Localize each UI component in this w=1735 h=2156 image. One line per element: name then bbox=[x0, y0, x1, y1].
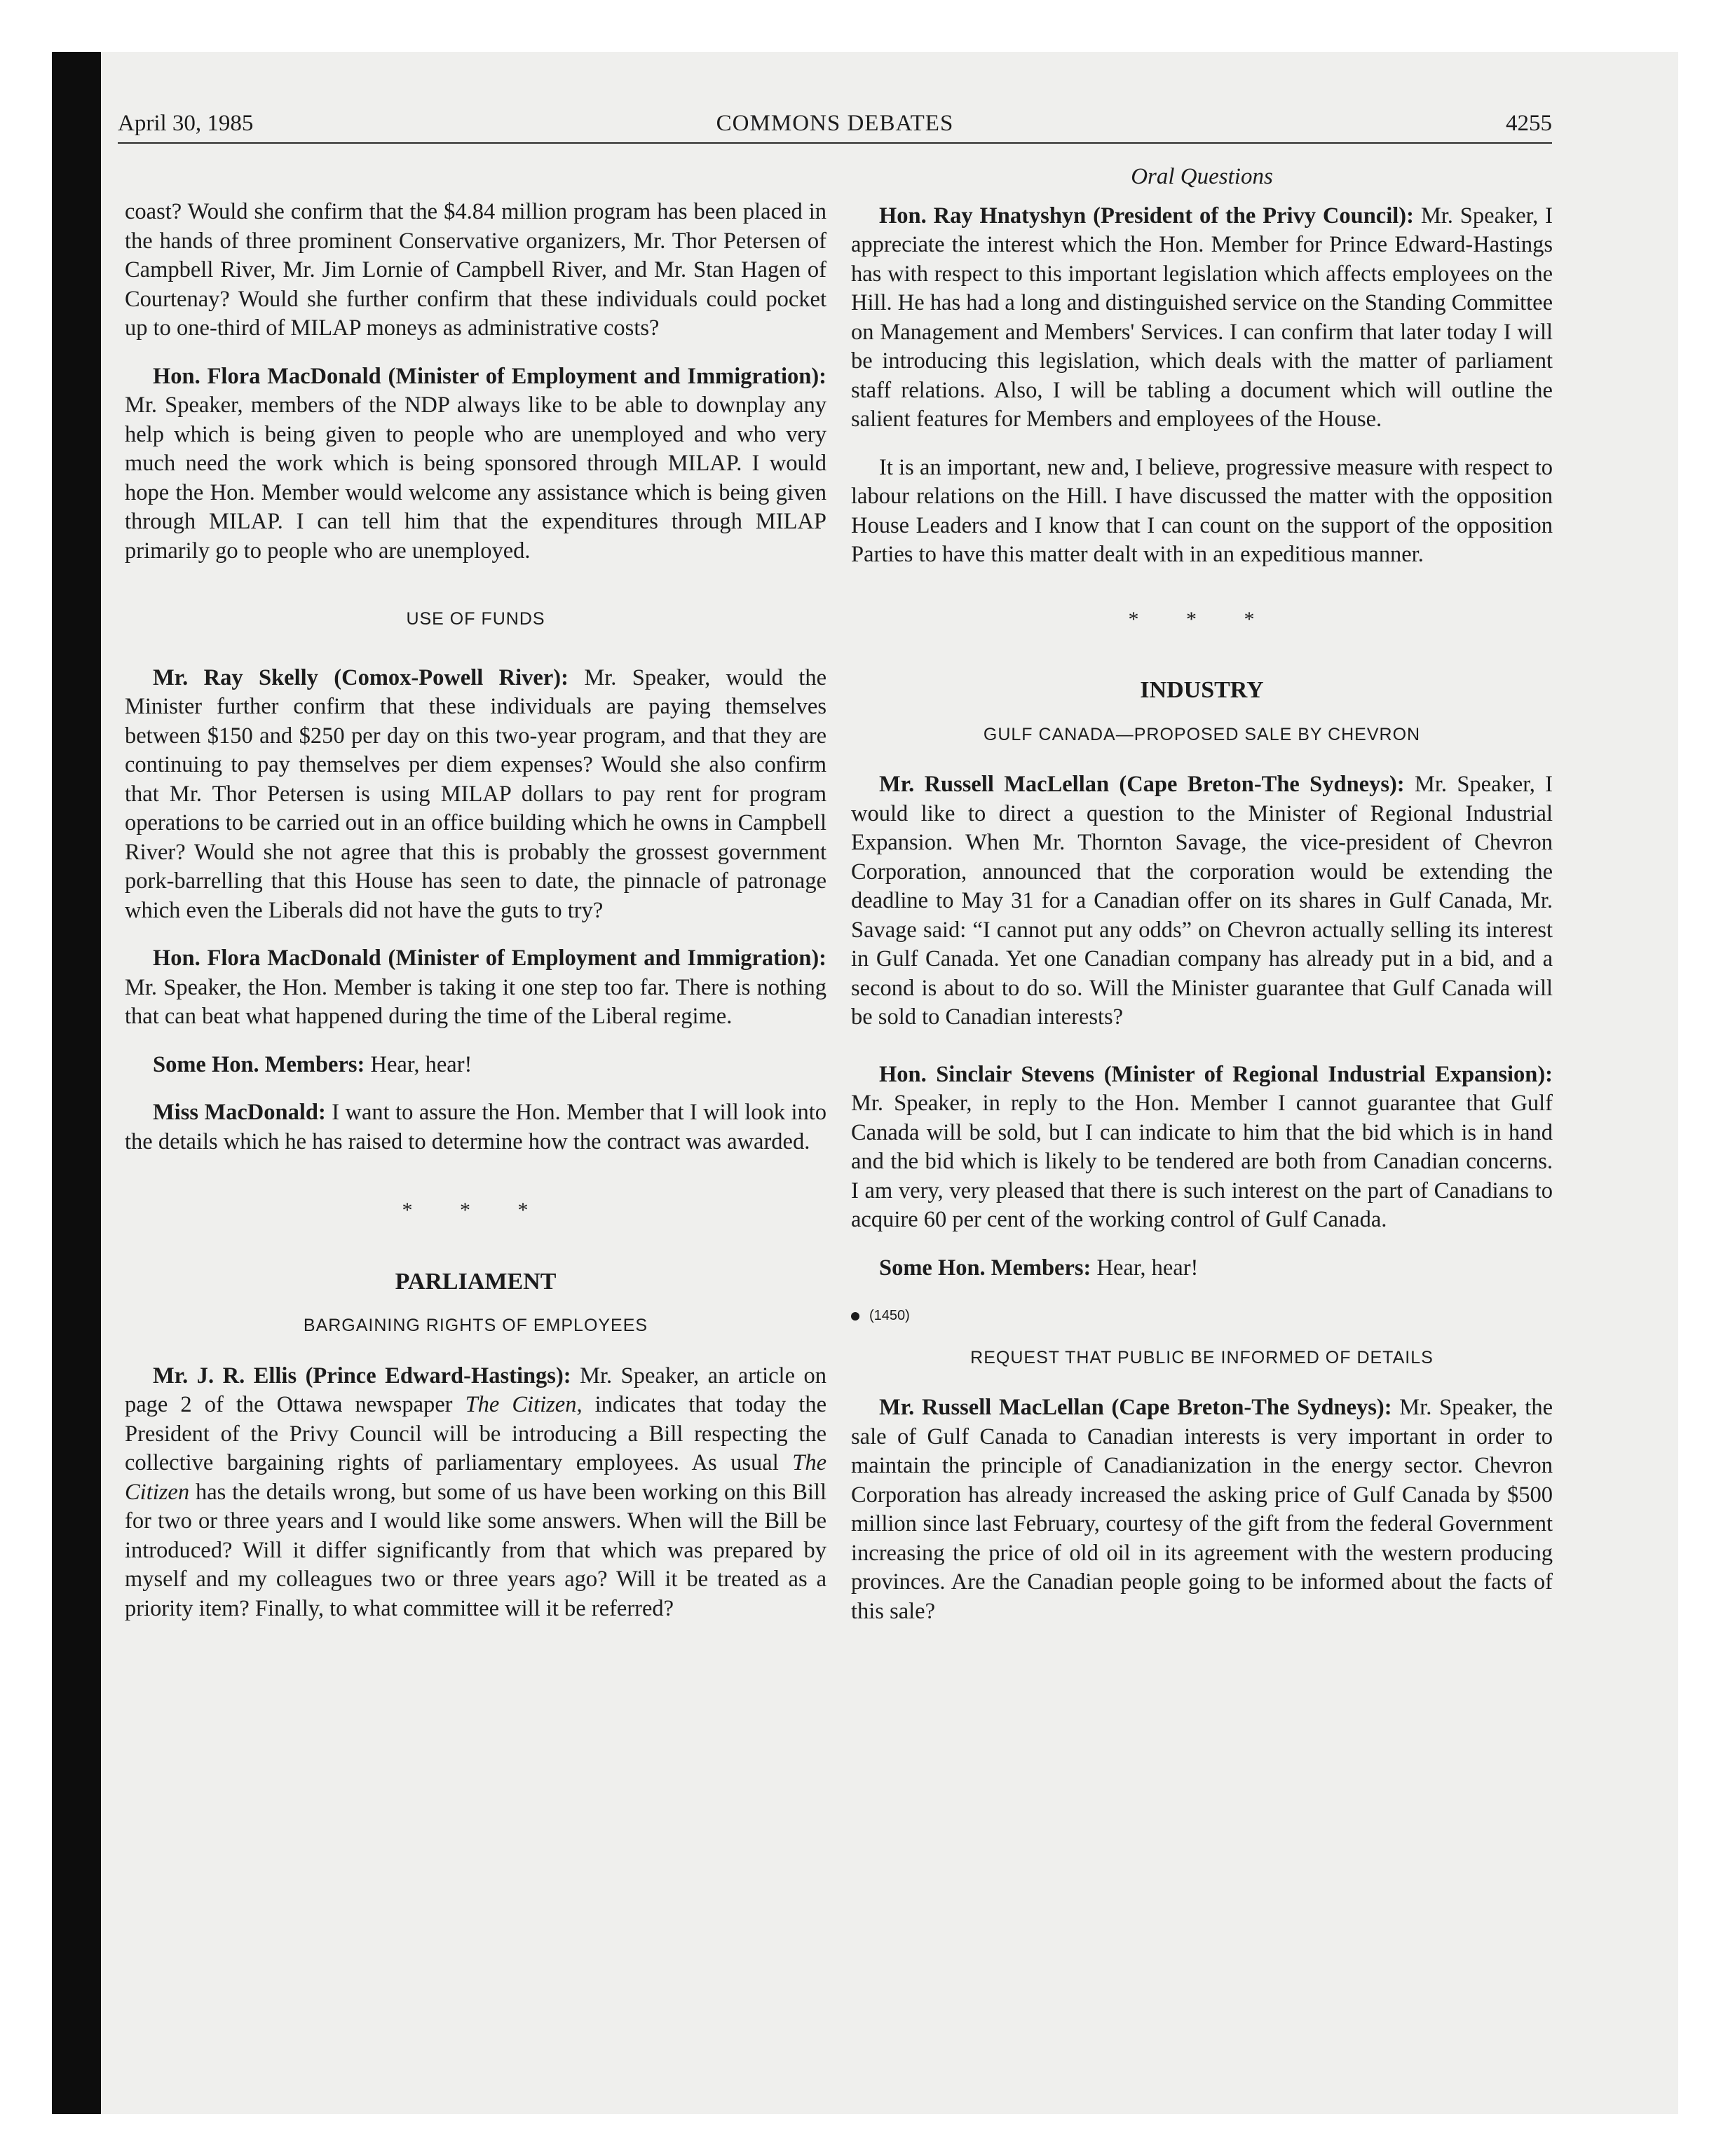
section-separator: * * * bbox=[402, 1199, 550, 1222]
speaker-name: Hon. Sinclair Stevens (Minister of Regional Industrial Expansion): bbox=[879, 1061, 1553, 1087]
section-heading: INDUSTRY bbox=[1140, 677, 1264, 703]
section-separator: * * * bbox=[1128, 607, 1276, 631]
paragraph bbox=[125, 1098, 826, 1157]
paragraph bbox=[125, 362, 826, 566]
speech-text: has the details wrong, but some of us have been working on this Bill for two or three years and I would like some answers. When will the Bill be introduced? Will it differ significantly from that which was prepared by myself and my colleagues two or three years ago? Will it be treated as a priority item? Finally, to what committee will it be referred? bbox=[125, 1479, 826, 1621]
paragraph: It is an important, new and, I believe, progressive measure with respect to labour relations on the Hill. I have discussed the matter with the opposition House Leaders and I know that I can count on the support of the opposition Parties to have this matter dealt with in an expeditious manner. bbox=[851, 454, 1553, 567]
section-title: Oral Questions bbox=[1131, 164, 1273, 189]
speech-text: I want to assure the Hon. Member that I will look into the details which he has raised to determine how the contract was awarded. bbox=[125, 1100, 826, 1154]
subheading: USE OF FUNDS bbox=[406, 609, 545, 629]
right-column bbox=[851, 163, 1553, 1645]
speech-text: Mr. Speaker, would the Minister further confirm that these individuals are paying themselves between $150 and $250 per day on this two-year program, and that they are continuing to pay themselves per diem expenses? Would she also confirm that Mr. Thor Petersen is using MILAP dollars to pay rent for program operations to be carried out in an office building which he owns in Campbell River? Would she not agree that this is probably the grossest government pork-barrelling that this House has seen to date, the pinnacle of patronage which even the Liberals did not have the guts to try? bbox=[125, 664, 826, 923]
speaker-name: Mr. J. R. Ellis (Prince Edward-Hastings): bbox=[153, 1363, 571, 1389]
speaker-name: Some Hon. Members: bbox=[153, 1051, 365, 1077]
speech-text: Mr. Speaker, I appreciate the interest which the Hon. Member for Prince Edward-Hastings has with respect to this important legislation which affects employees on the Hill. He has had a long and distinguished service on the Standing Committee on Management and Members' Services. I can confirm that later today I will be introducing this legislation, which deals with the matter of parliament staff relations. Also, I will be tabling a document which will outline the salient features for Members and employees of the House. bbox=[851, 203, 1553, 432]
speaker-name: Hon. Flora MacDonald (Minister of Employment and Immigration): bbox=[153, 946, 826, 971]
timestamp bbox=[851, 1302, 1553, 1331]
paragraph bbox=[125, 1051, 826, 1080]
header-page-number: 4255 bbox=[1506, 111, 1552, 136]
paragraph: coast? Would she confirm that the $4.84 million program has been placed in the hands of three prominent Conservative organizers, Mr. Thor Petersen of Campbell River, Mr. Jim Lornie of Campbell River, and Mr. Stan Hagen of Courtenay? Would she further confirm that these individuals could pocket up to one-third of MILAP moneys as administrative costs? bbox=[125, 199, 826, 341]
paragraph bbox=[851, 1060, 1553, 1235]
subheading: GULF CANADA—PROPOSED SALE BY CHEVRON bbox=[983, 724, 1421, 744]
timestamp-text: (1450) bbox=[869, 1308, 910, 1323]
bullet-icon bbox=[851, 1312, 859, 1321]
speech-text: indicates that today the President of the Privy Council will be introducing a Bill respecting the collective bargaining rights of parliamentary employees. As usual bbox=[125, 1392, 826, 1475]
speech-text: Mr. Speaker, the sale of Gulf Canada to Canadian interests is very important in order to maintain the principle of Canadianization in the energy sector. Chevron Corporation has already increased the asking price of Gulf Canada by $500 million since last February, courtesy of the gift from the federal Government increasing the price of old oil in its agreement with the western producing provinces. Are the Canadian people going to be informed about the facts of this sale? bbox=[851, 1395, 1553, 1624]
left-column bbox=[125, 198, 826, 1642]
newspaper-title: The Citizen, bbox=[465, 1392, 583, 1417]
speech-text: Mr. Speaker, members of the NDP always like to be able to downplay any help which is being given to people who are unemployed and who very much need the work which is being sponsored through MILAP. I would hope the Hon. Member would welcome any assistance which is being given through MILAP. I can tell him that the expenditures through MILAP primarily go to people who are unemployed. bbox=[125, 393, 826, 564]
speaker-name: Mr. Russell MacLellan (Cape Breton-The Sydneys): bbox=[879, 1395, 1392, 1420]
scan-binding-edge bbox=[52, 52, 101, 2114]
page-header bbox=[118, 107, 1552, 140]
speaker-name: Mr. Ray Skelly (Comox-Powell River): bbox=[153, 664, 569, 690]
speaker-name: Miss MacDonald: bbox=[153, 1100, 326, 1125]
paragraph bbox=[125, 944, 826, 1032]
header-title: COMMONS DEBATES bbox=[716, 111, 954, 136]
speaker-name: Hon. Flora MacDonald (Minister of Employment and Immigration): bbox=[153, 363, 826, 389]
speech-text: Mr. Speaker, the Hon. Member is taking it one step too far. There is nothing that can beat what happened during the time of the Liberal regime. bbox=[125, 974, 826, 1029]
speech-text: Hear, hear! bbox=[365, 1051, 472, 1077]
subheading: REQUEST THAT PUBLIC BE INFORMED OF DETAILS bbox=[970, 1347, 1434, 1367]
header-rule bbox=[118, 142, 1552, 144]
paragraph bbox=[125, 664, 826, 926]
subheading: BARGAINING RIGHTS OF EMPLOYEES bbox=[303, 1316, 648, 1335]
speech-text: Hear, hear! bbox=[1091, 1255, 1199, 1281]
newspaper-title: The Citizen bbox=[125, 1450, 826, 1505]
paragraph bbox=[851, 1254, 1553, 1283]
paragraph bbox=[851, 770, 1553, 1032]
section-heading: PARLIAMENT bbox=[395, 1268, 557, 1295]
speaker-name: Some Hon. Members: bbox=[879, 1255, 1091, 1281]
speech-text: Mr. Speaker, I would like to direct a question to the Minister of Regional Industrial Expansion. When Mr. Thornton Savage, the vice-president of Chevron Corporation, announced that the corporation would be extending the deadline to May 31 for a Canadian offer on its shares in Gulf Canada, Mr. Savage said: “I cannot put any odds” on Chevron actually selling its interest in Gulf Canada. Yet one Canadian company has already put in a bid, and a second is about to do so. Will the Minister guarantee that Gulf Canada will be sold to Canadian interests? bbox=[851, 772, 1553, 1030]
speech-text: Mr. Speaker, an article on page 2 of the Ottawa newspaper bbox=[125, 1363, 826, 1417]
paragraph bbox=[851, 202, 1553, 435]
speaker-name: Mr. Russell MacLellan (Cape Breton-The Sydneys): bbox=[879, 772, 1405, 797]
paragraph bbox=[125, 1362, 826, 1624]
header-date: April 30, 1985 bbox=[118, 111, 254, 136]
speaker-name: Hon. Ray Hnatyshyn (President of the Privy Council): bbox=[879, 203, 1414, 228]
paragraph bbox=[851, 1393, 1553, 1626]
speech-text: Mr. Speaker, in reply to the Hon. Member I cannot guarantee that Gulf Canada will be sold, but I can indicate to him that the bid which is in hand and the bid which is likely to be tendered are both from Canadian concerns. I am very, very pleased that there is such interest on the part of Canadians to acquire 60 per cent of the working control of Gulf Canada. bbox=[851, 1091, 1553, 1232]
